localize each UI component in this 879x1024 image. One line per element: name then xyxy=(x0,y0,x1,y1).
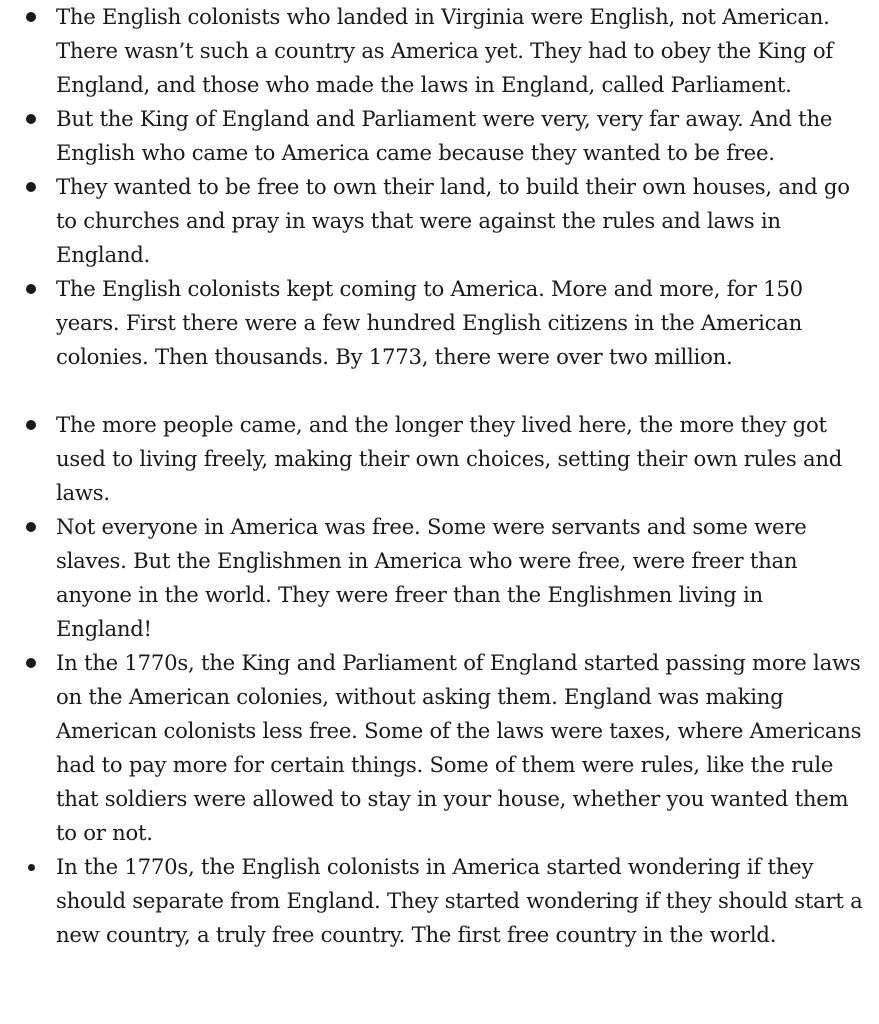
list-item xyxy=(0,0,879,102)
list-item-text: But the King of England and Parliament were very, very far away. And the English who came to America came because they wanted to be free. xyxy=(56,106,833,165)
list-item-text: The more people came, and the longer they lived here, the more they got used to living freely, making their own choices, setting their own rules and laws. xyxy=(56,412,843,505)
bullet-icon xyxy=(26,420,36,430)
list-item xyxy=(0,850,879,952)
bullet-icon xyxy=(26,12,36,22)
list-item-text: Not everyone in America was free. Some were servants and some were slaves. But the Englishmen in America who were free, were freer than anyone in the world. They were freer than the Englishmen living in England! xyxy=(56,514,807,641)
list-item-text: The English colonists kept coming to America. More and more, for 150 years. First there were a few hundred English citizens in the American colonies. Then thousands. By 1773, there were over two million. xyxy=(56,276,803,369)
list-item xyxy=(0,646,879,850)
list-item xyxy=(0,510,879,646)
list-item-text: In the 1770s, the English colonists in America started wondering if they should separate from England. They started wondering if they should start a new country, a truly free country. The first free country in the world. xyxy=(56,854,863,947)
spacer xyxy=(0,374,879,408)
list-item xyxy=(0,408,879,510)
bullet-icon xyxy=(28,864,35,871)
list-item-text: They wanted to be free to own their land, to build their own houses, and go to churches and pray in ways that were against the rules and laws in England. xyxy=(56,174,850,267)
list-item-text: The English colonists who landed in Virginia were English, not American. There wasn’t such a country as America yet. They had to obey the King of England, and those who made the laws in England, called Parliament. xyxy=(56,4,833,97)
bullet-icon xyxy=(26,284,36,294)
list-item xyxy=(0,170,879,272)
list-item xyxy=(0,272,879,374)
list-item-text: In the 1770s, the King and Parliament of England started passing more laws on the American colonies, without asking them. England was making American colonists less free. Some of the laws were taxes, where Americans had to pay more for certain things. Some of them were rules, like the rule that soldiers were allowed to stay in your house, whether you wanted them to or not. xyxy=(56,650,862,845)
bullet-icon xyxy=(26,522,36,532)
list-item xyxy=(0,102,879,170)
bullet-icon xyxy=(26,182,36,192)
bullet-icon xyxy=(26,658,36,668)
bullet-icon xyxy=(26,114,36,124)
